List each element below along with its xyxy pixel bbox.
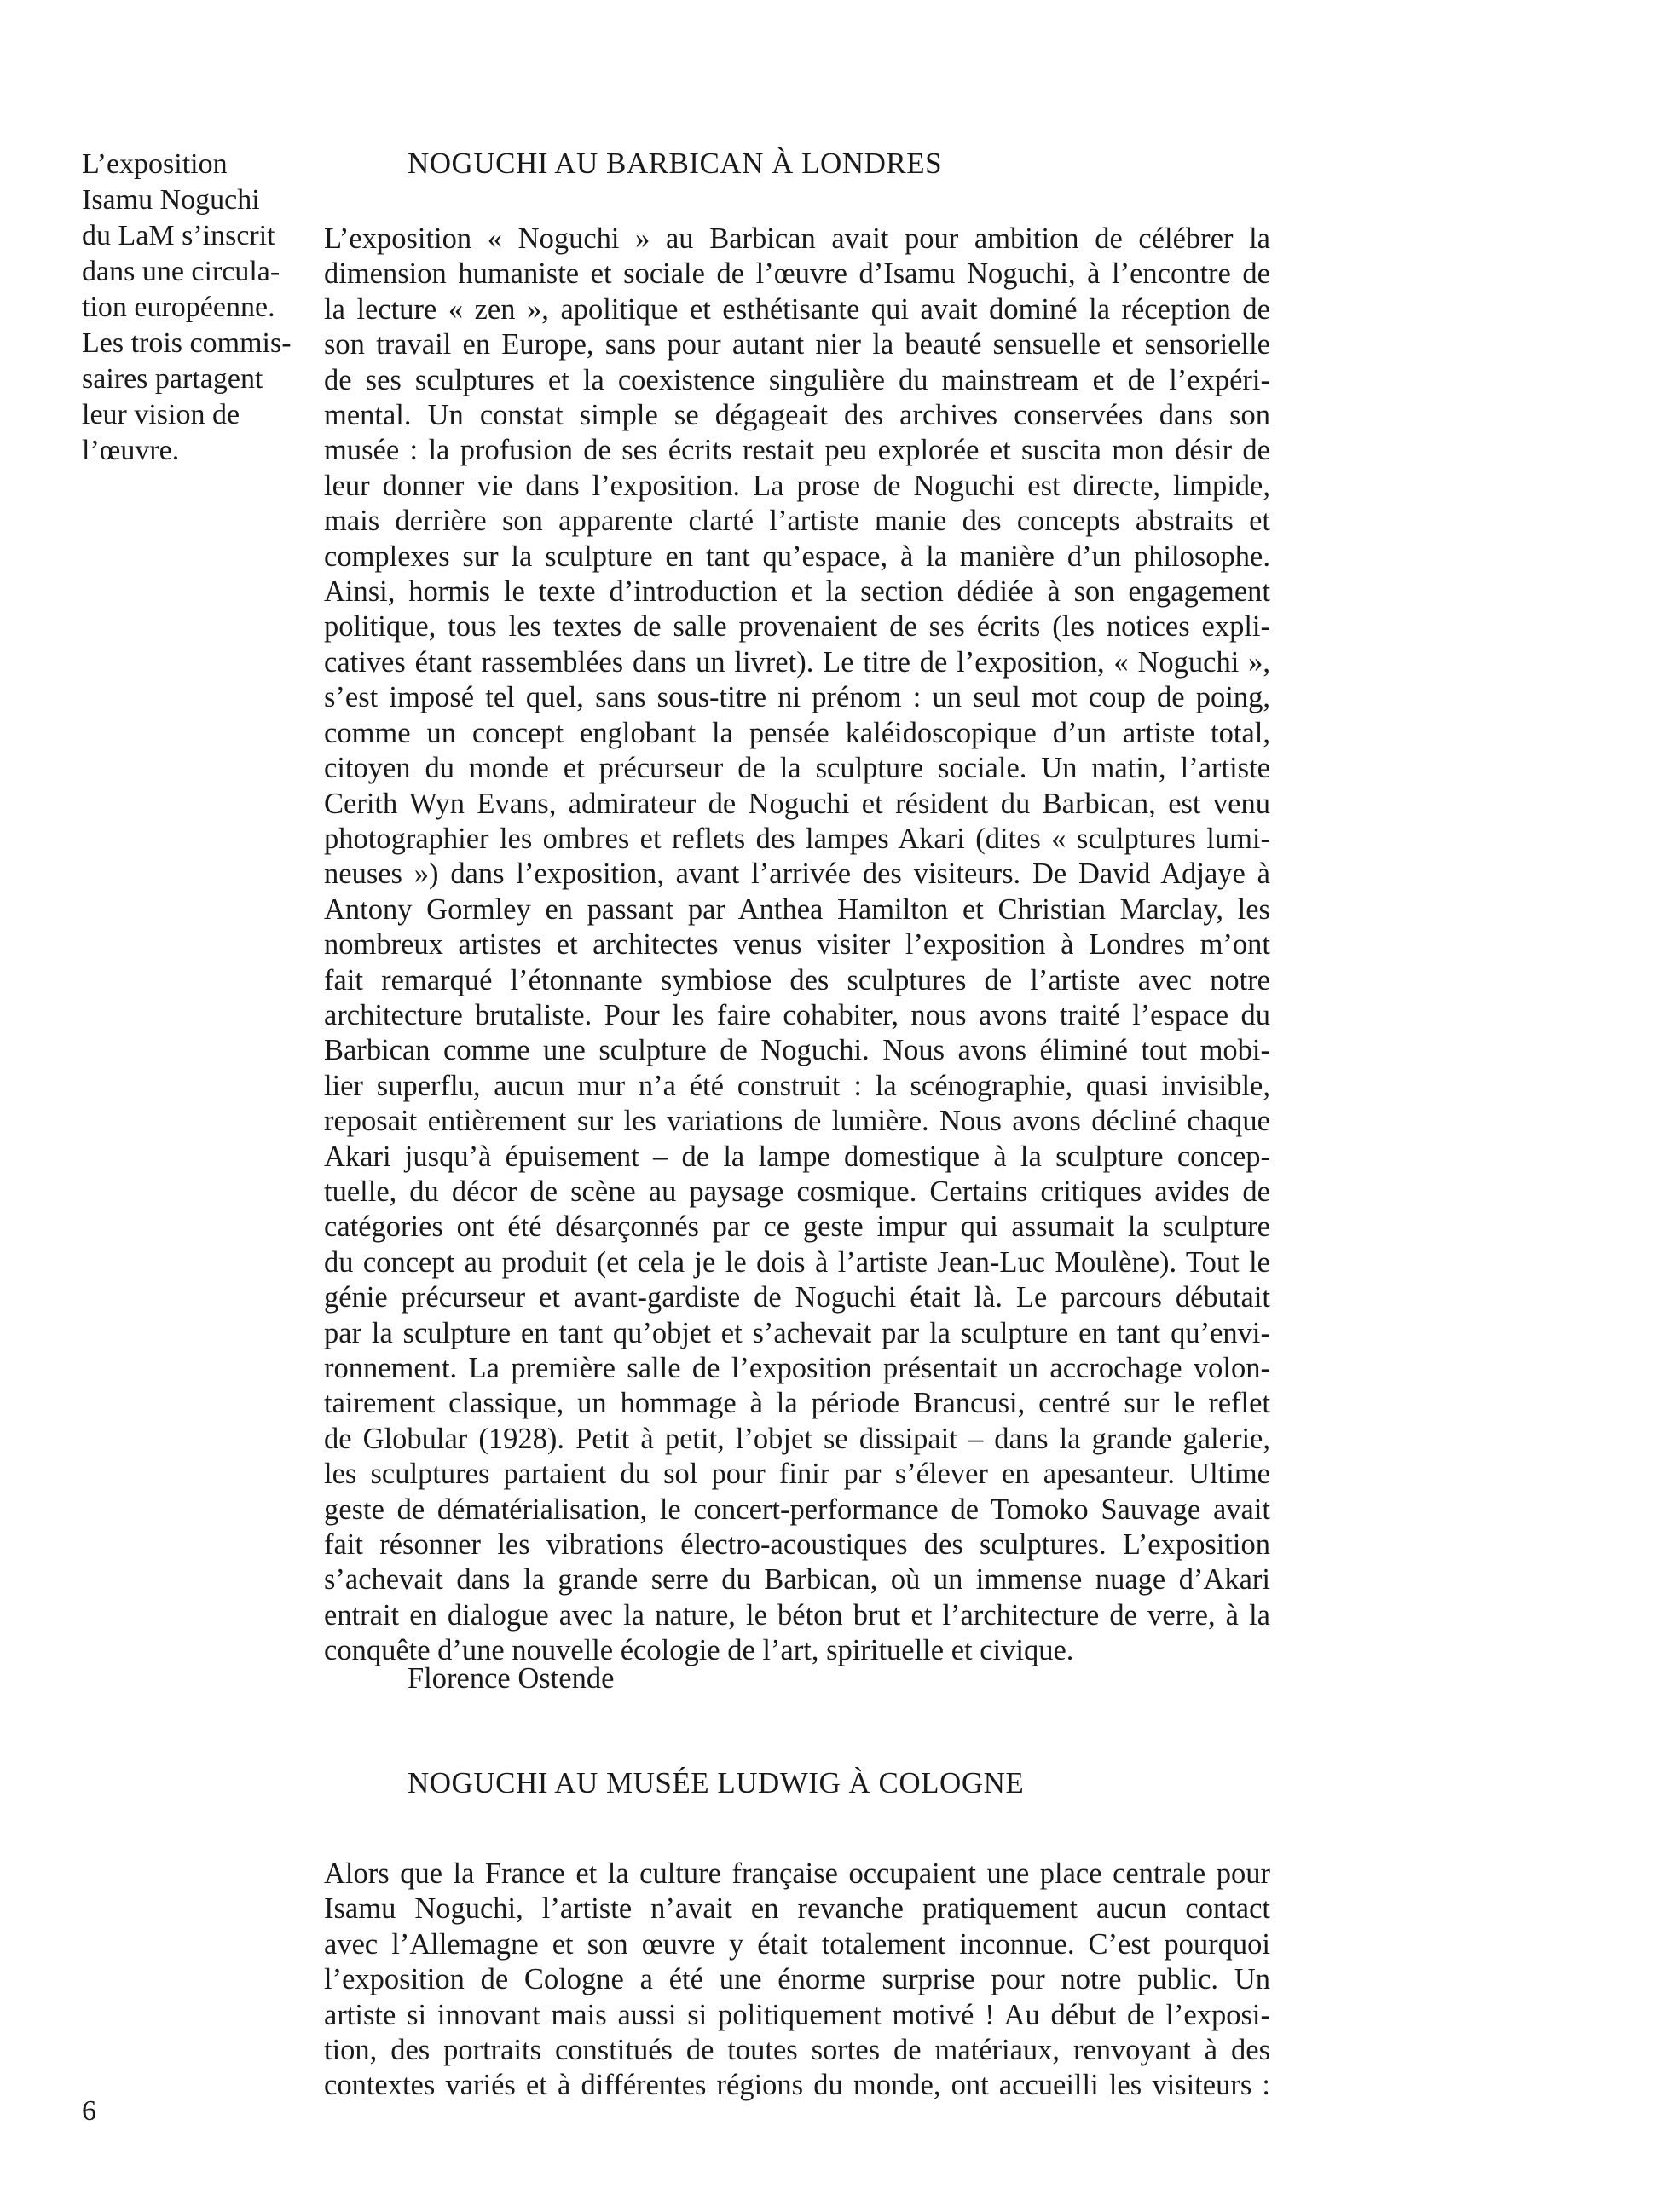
body-line: citoyen du monde et précurseur de la sculpture sociale. Un matin, l’artiste (324, 752, 1270, 785)
body-line: génie précurseur et avant-gardiste de Noguchi était là. Le parcours débutait (324, 1281, 1270, 1314)
body-line: nombreux artistes et architectes venus visiter l’exposition à Londres m’ont (324, 928, 1270, 962)
body-line: dimension humaniste et sociale de l’œuvre d’Isamu Noguchi, à l’encontre de (324, 257, 1270, 291)
body-line: neuses ») dans l’exposition, avant l’arrivée des visiteurs. De David Adjaye à (324, 858, 1270, 891)
body-line: conquête d’une nouvelle écologie de l’art, spirituelle et civique. (324, 1634, 1074, 1667)
body-line: politique, tous les textes de salle provenaient de ses écrits (les notices expli- (324, 610, 1270, 644)
body-line: architecture brutaliste. Pour les faire cohabiter, nous avons traité l’espace du (324, 998, 1270, 1031)
body-line: geste de dématérialisation, le concert-performance de Tomoko Sauvage avait (324, 1493, 1270, 1526)
sidebar-line: dans une circula- (82, 256, 280, 287)
page-number: 6 (82, 2095, 96, 2127)
sidebar-line: saires partagent (82, 363, 263, 395)
body-line: mais derrière son apparente clarté l’artiste manie des concepts abstraits et (324, 505, 1270, 538)
sidebar-line: L’exposition (82, 148, 228, 180)
sidebar-line: l’œuvre. (82, 435, 180, 466)
body-line: Akari jusqu’à épuisement – de la lampe domestique à la sculpture concep- (324, 1140, 1270, 1173)
sidebar-line: Isamu Noguchi (82, 184, 260, 216)
section-body-ludwig (324, 1857, 1270, 2104)
body-line: Antony Gormley en passant par Anthea Hamilton et Christian Marclay, les (324, 892, 1270, 926)
body-line: complexes sur la sculpture en tant qu’espace, à la manière d’un philosophe. (324, 540, 1270, 573)
body-line: du concept au produit (et cela je le dois à l’artiste Jean-Luc Moulène). Tout le (324, 1245, 1270, 1279)
body-line: tairement classique, un hommage à la période Brancusi, centré sur le reflet (324, 1387, 1270, 1420)
body-line: de ses sculptures et la coexistence singulière du mainstream et de l’expéri- (324, 363, 1270, 396)
body-line: entrait en dialogue avec la nature, le béton brut et l’architecture de verre, à la (324, 1598, 1270, 1632)
sidebar-line: leur vision de (82, 399, 240, 430)
body-line: Isamu Noguchi, l’artiste n’avait en revanche pratiquement aucun contact (324, 1892, 1270, 1926)
sidebar-line: Les trois commis- (82, 327, 292, 359)
section-body-barbican (324, 222, 1270, 1669)
body-line: fait résonner les vibrations électro-acoustiques des sculptures. L’exposition (324, 1528, 1270, 1562)
body-line: la lecture « zen », apolitique et esthétisante qui avait dominé la réception de (324, 292, 1270, 326)
sidebar-note (82, 147, 321, 469)
section-title-ludwig: NOGUCHI AU MUSÉE LUDWIG À COLOGNE (408, 1766, 1025, 1799)
body-line: comme un concept englobant la pensée kaléidoscopique d’un artiste total, (324, 716, 1270, 749)
body-line: tuelle, du décor de scène au paysage cosmique. Certains critiques avides de (324, 1175, 1270, 1208)
body-line: s’achevait dans la grande serre du Barbican, où un immense nuage d’Akari (324, 1563, 1270, 1597)
body-line: Barbican comme une sculpture de Noguchi. Nous avons éliminé tout mobi- (324, 1034, 1270, 1067)
body-line: catives étant rassemblées dans un livret). Le titre de l’exposition, « Noguchi », (324, 645, 1270, 679)
body-line: Alors que la France et la culture française occupaient une place centrale pour (324, 1857, 1270, 1890)
body-line: s’est imposé tel quel, sans sous-titre ni prénom : un seul mot coup de poing, (324, 681, 1270, 714)
body-line: avec l’Allemagne et son œuvre y était totalement inconnue. C’est pourquoi (324, 1927, 1270, 1961)
body-line: leur donner vie dans l’exposition. La prose de Noguchi est directe, limpide, (324, 469, 1270, 502)
body-line: les sculptures partaient du sol pour finir par s’élever en apesanteur. Ultime (324, 1458, 1270, 1491)
body-line: artiste si innovant mais aussi si politiquement motivé ! Au début de l’exposi- (324, 1998, 1270, 2031)
body-line: reposait entièrement sur les variations de lumière. Nous avons décliné chaque (324, 1105, 1270, 1138)
author-signature: Florence Ostende (408, 1662, 615, 1695)
body-line: ronnement. La première salle de l’exposition présentait un accrochage volon- (324, 1352, 1270, 1384)
body-line: son travail en Europe, sans pour autant nier la beauté sensuelle et sensorielle (324, 328, 1270, 361)
body-line: L’exposition « Noguchi » au Barbican avait pour ambition de célébrer la (324, 222, 1270, 255)
body-line: fait remarqué l’étonnante symbiose des sculptures de l’artiste avec notre (324, 963, 1270, 996)
body-line: Ainsi, hormis le texte d’introduction et la section dédiée à son engagement (324, 575, 1270, 609)
sidebar-line: du LaM s’inscrit (82, 220, 275, 251)
body-line: de Globular (1928). Petit à petit, l’objet se dissipait – dans la grande galerie, (324, 1422, 1270, 1455)
body-line: musée : la profusion de ses écrits restait peu explorée et suscita mon désir de (324, 434, 1270, 467)
body-line: catégories ont été désarçonnés par ce geste impur qui assumait la sculpture (324, 1210, 1270, 1244)
body-line: lier superflu, aucun mur n’a été construit : la scénographie, quasi invisible, (324, 1069, 1270, 1102)
body-line: l’exposition de Cologne a été une énorme surprise pour notre public. Un (324, 1963, 1270, 1996)
body-line: contextes variés et à différentes régions du monde, ont accueilli les visiteurs : (324, 2069, 1270, 2102)
body-line: mental. Un constat simple se dégageait des archives conservées dans son (324, 399, 1270, 432)
body-line: par la sculpture en tant qu’objet et s’achevait par la sculpture en tant qu’envi- (324, 1316, 1270, 1349)
body-line: photographier les ombres et reflets des lampes Akari (dites « sculptures lumi- (324, 822, 1270, 855)
section-title-barbican: NOGUCHI AU BARBICAN À LONDRES (408, 147, 943, 180)
body-line: tion, des portraits constitués de toutes sortes de matériaux, renvoyant à des (324, 2034, 1270, 2067)
sidebar-line: tion européenne. (82, 292, 275, 323)
body-line: Cerith Wyn Evans, admirateur de Noguchi et résident du Barbican, est venu (324, 787, 1270, 820)
